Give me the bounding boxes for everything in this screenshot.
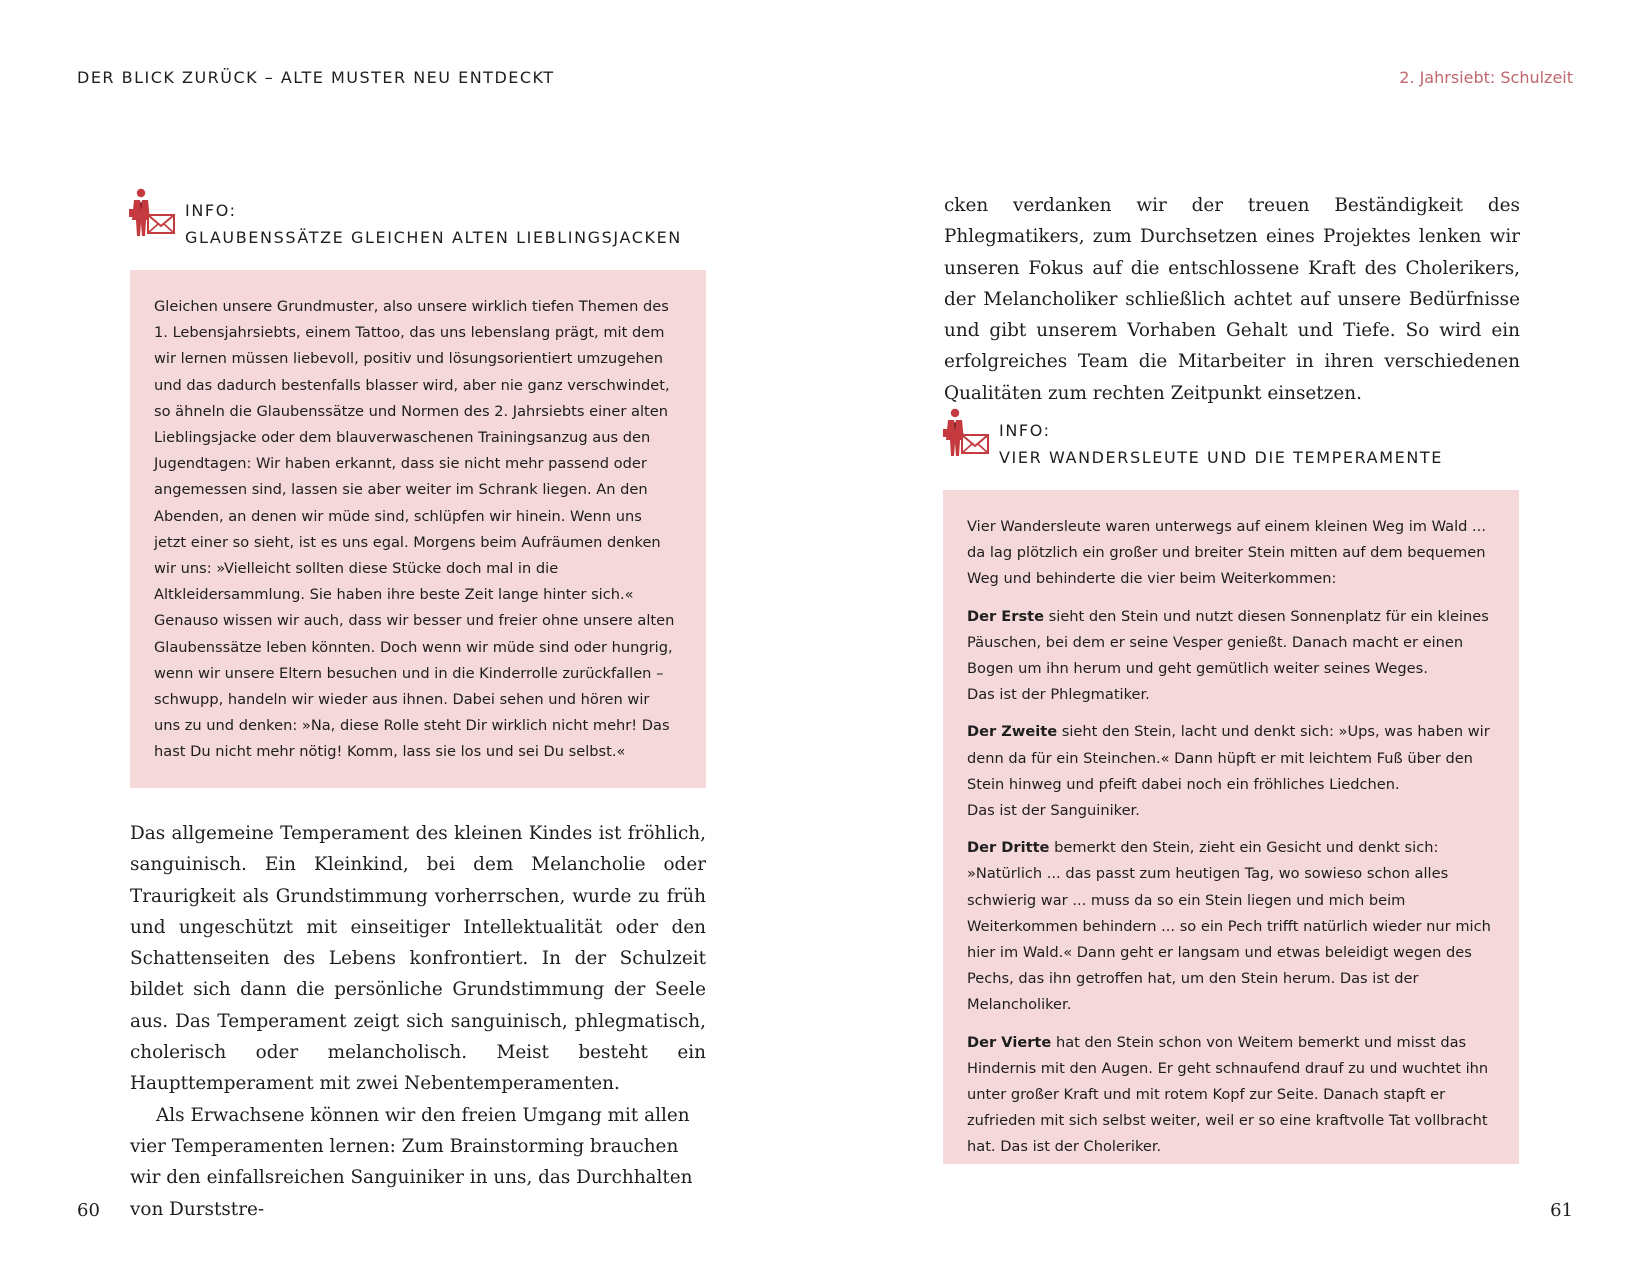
story-item-text: hat den Stein schon von Weitem bemerkt und misst das Hindernis mit den Augen. Er geht schnaufend drauf zu und wuchtet ihn unter großer Kraft und mit rotem Kopf zur Seite. Danach stapft er zufrieden mit sich selbst weiter, weil er so eine kraftvolle Tat vollbracht hat. Das ist der Choleriker. xyxy=(967,1033,1489,1156)
story-item-zweite xyxy=(967,719,1493,824)
businessman-with-envelope-icon xyxy=(127,187,179,239)
info-header-right xyxy=(941,407,1443,471)
body-text-left xyxy=(130,818,706,1225)
story-item-vierte xyxy=(967,1030,1493,1161)
story-item-conclusion: Das ist der Phlegmatiker. xyxy=(967,686,1150,704)
info-box-wandersleute xyxy=(943,490,1519,1164)
info-label: INFO: xyxy=(185,201,237,220)
page-number-left: 60 xyxy=(77,1200,100,1221)
paragraph-erwachsene: Als Erwachsene können wir den freien Umgang mit allen vier Temperamenten lernen: Zum Brainstorming brauchen wir den einfallsreichen Sanguiniker in uns, das Durchhalten von Durststre- xyxy=(130,1104,693,1220)
info-heading: GLAUBENSSÄTZE GLEICHEN ALTEN LIEBLINGSJACKEN xyxy=(185,228,682,247)
story-item-label: Der Zweite xyxy=(967,723,1058,741)
paragraph-continued: cken verdanken wir der treuen Beständigkeit des Phlegmatikers, zum Durchsetzen eines Projektes lenken wir unseren Fokus auf die entschlossene Kraft des Cholerikers, der Melancholiker schließlich achtet auf unsere Bedürfnisse und gibt unserem Vorhaben Gehalt und Tiefe. So wird ein erfolgreiches Team die Mitarbeiter in ihren verschiedenen Qualitäten zum rechten Zeitpunkt einsetzen. xyxy=(944,195,1520,404)
info-label: INFO: xyxy=(999,421,1051,440)
story-item-text: sieht den Stein und nutzt diesen Sonnenplatz für ein kleines Päuschen, bei dem er seine Vesper genießt. Danach macht er einen Bogen um ihn herum und geht gemütlich weiter seines Weges. xyxy=(967,607,1489,678)
businessman-with-envelope-icon xyxy=(941,407,993,459)
story-item-label: Der Vierte xyxy=(967,1033,1052,1051)
story-item-text: bemerkt den Stein, zieht ein Gesicht und denkt sich: »Natürlich ... das passt zum heutigen Tag, wo sowieso schon alles schwierig war ... muss da so ein Stein liegen und mich beim Weiterkommen behindern ... so ein Pech trifft natürlich wieder nur mich hier im Wald.« Dann geht er langsam und etwas beleidigt wegen des Pechs, das ihn getroffen hat, um den Stein herum. Das ist der Melancholiker. xyxy=(967,839,1491,1014)
story-item-label: Der Erste xyxy=(967,607,1045,625)
info-title-left xyxy=(185,187,682,251)
info-box-glaubenssaetze xyxy=(130,270,706,788)
info-header-left xyxy=(127,187,682,251)
page-number-right: 61 xyxy=(1550,1200,1573,1221)
info-box-text: Gleichen unsere Grundmuster, also unsere wirklich tiefen Themen des 1. Lebensjahrsiebts, einem Tattoo, das uns lebenslang prägt, mit dem wir lernen müssen liebevoll, positiv und lösungsorientiert umzugehen und das dadurch bestenfalls blasser wird, aber nie ganz verschwindet, so ähneln die Glaubenssätze und Normen des 2. Jahrsiebts einer alten Lieblingsjacke oder dem blauverwaschenen Trainingsanzug aus den Jugendtagen: Wir haben erkannt, dass sie nicht mehr passend oder angemessen sind, lassen sie aber weiter im Schrank liegen. An den Abenden, an denen wir müde sind, schlüpfen wir hinein. Wenn uns jetzt einer so sieht, ist es uns egal. Morgens beim Aufräumen denken wir uns: »Vielleicht sollten diese Stücke doch mal in die Altkleidersammlung. Sie haben ihre beste Zeit lange hinter sich.« Genauso wissen wir auch, dass wir besser und freier ohne unsere alten Glaubenssätze leben könnten. Doch wenn wir müde sind oder hungrig, wenn wir unsere Eltern besuchen und in die Kinderrolle zurückfallen – schwupp, handeln wir wieder aus ihnen. Dabei sehen und hören wir uns zu und denken: »Na, diese Rolle steht Dir wirklich nicht mehr! Das hast Du nicht mehr nötig! Komm, lass sie los und sei Du selbst.« xyxy=(154,298,675,761)
story-item-text: sieht den Stein, lacht und denkt sich: »Ups, was haben wir denn da für ein Steinchen.« Dann hüpft er mit leichtem Fuß über den Stein hinweg und pfeift dabei noch ein fröhliches Liedchen. xyxy=(967,723,1490,793)
story-intro: Vier Wandersleute waren unterwegs auf einem kleinen Weg im Wald ... da lag plötzlich ein großer und breiter Stein mitten auf dem bequemen Weg und behinderte die vier beim Weiterkommen: xyxy=(967,518,1486,588)
story-item-label: Der Dritte xyxy=(967,839,1050,857)
info-heading: VIER WANDERSLEUTE UND DIE TEMPERAMENTE xyxy=(999,448,1443,467)
body-text-right xyxy=(944,190,1520,409)
running-head-right: 2. Jahrsiebt: Schulzeit xyxy=(1399,68,1573,87)
story-item-dritte xyxy=(967,835,1493,1018)
story-item-conclusion: Das ist der Sanguiniker. xyxy=(967,802,1140,820)
story-item-erste xyxy=(967,604,1493,709)
paragraph-temperament: Das allgemeine Temperament des kleinen Kindes ist fröhlich, sanguinisch. Ein Kleinkind, bei dem Melancholie oder Traurigkeit als Grundstimmung vorherrschen, wurde zu früh und ungeschützt mit einseitiger Intellektualität oder den Schattenseiten des Lebens konfrontiert. In der Schulzeit bildet sich dann die persönliche Grundstimmung der Seele aus. Das Temperament zeigt sich sanguinisch, phlegmatisch, cholerisch oder melancholisch. Meist besteht ein Haupttemperament mit zwei Nebentemperamenten. xyxy=(130,823,706,1095)
running-head-left: DER BLICK ZURÜCK – ALTE MUSTER NEU ENTDECKT xyxy=(77,68,555,87)
info-title-right xyxy=(999,407,1443,471)
